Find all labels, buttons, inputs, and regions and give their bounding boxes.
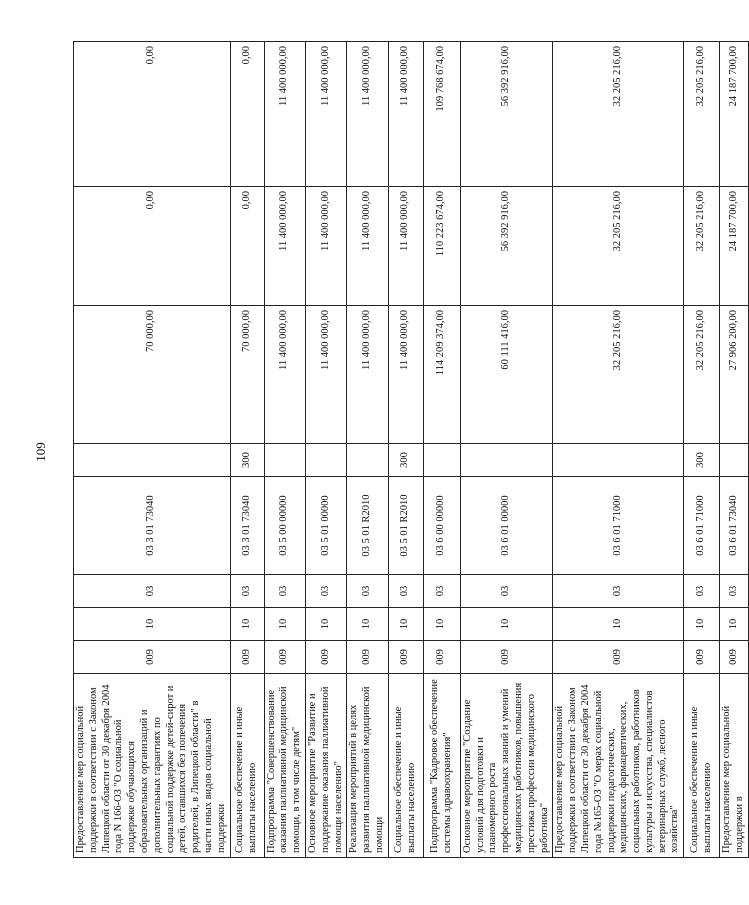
table-row xyxy=(423,42,460,858)
amount-year-3: 56 392 916,00 xyxy=(460,42,553,187)
table-row xyxy=(74,42,231,858)
amount-year-1: 114 209 374,00 xyxy=(423,306,460,444)
amount-year-1: 11 400 000,00 xyxy=(264,306,305,444)
expense-type-code xyxy=(423,444,460,477)
row-name: Подпрограмма "Кадровое обеспечение системы здравоохранения" xyxy=(423,674,460,858)
expense-type-code: 300 xyxy=(684,444,720,477)
subsection-code: 03 xyxy=(553,575,684,608)
row-name: Предоставление мер социальной поддержки в соответствии с Законом Липецкой области от 30 декабря 2004 года №165-ОЗ "О мерах социальной поддержки педагогических, медицинских, фармацевтических, социальных работников, работников культуры и искусства, специалистов ветеринарных служб, лесного хозяйства" xyxy=(553,674,684,858)
table-row xyxy=(230,42,264,858)
subsection-code: 03 xyxy=(423,575,460,608)
target-article-code: 03 6 01 00000 xyxy=(460,477,553,575)
budget-table xyxy=(73,41,749,858)
row-name: Предоставление мер социальной поддержки в соответствии с Законом Липецкой области от 30 декабря 2004 года N 166-ОЗ "О социальной поддержке обучающихся образовательных организаций и дополнительных гарантиях по социальной поддержке детей-сирот и детей, оставшихся без попечения родителей, в Липецкой области" в части иных видов социальной поддержки xyxy=(74,674,231,858)
ministry-code: 009 xyxy=(264,641,305,674)
expense-type-code xyxy=(347,444,388,477)
page-number: 109 xyxy=(33,442,48,462)
ministry-code: 009 xyxy=(553,641,684,674)
section-code: 10 xyxy=(720,608,749,641)
ministry-code: 009 xyxy=(305,641,346,674)
row-name: Основное мероприятие "Создание условий для подготовки и планомерного роста профессиональных знаний и умений медицинских работников, повышения престижа профессии медицинского работника" xyxy=(460,674,553,858)
amount-year-1: 70 000,00 xyxy=(74,306,231,444)
amount-year-3: 32 205 216,00 xyxy=(684,42,720,187)
expense-type-code xyxy=(74,444,231,477)
amount-year-3: 109 768 674,00 xyxy=(423,42,460,187)
ministry-code: 009 xyxy=(423,641,460,674)
table-row xyxy=(684,42,720,858)
target-article-code: 03 6 00 00000 xyxy=(423,477,460,575)
section-code: 10 xyxy=(305,608,346,641)
amount-year-3: 11 400 000,00 xyxy=(388,42,423,187)
row-name: Реализация мероприятий в целях развития паллиативной медицинской помощи xyxy=(347,674,388,858)
section-code: 10 xyxy=(74,608,231,641)
amount-year-1: 11 400 000,00 xyxy=(305,306,346,444)
table-row xyxy=(388,42,423,858)
amount-year-1: 11 400 000,00 xyxy=(388,306,423,444)
subsection-code: 03 xyxy=(684,575,720,608)
amount-year-3: 11 400 000,00 xyxy=(264,42,305,187)
row-name: Основное мероприятие "Развитие и поддержание оказания паллиативной помощи населению" xyxy=(305,674,346,858)
table-row xyxy=(305,42,346,858)
subsection-code: 03 xyxy=(74,575,231,608)
table-row xyxy=(347,42,388,858)
row-name: Социальное обеспечение и иные выплаты населению xyxy=(684,674,720,858)
section-code: 10 xyxy=(264,608,305,641)
amount-year-2: 0,00 xyxy=(230,187,264,306)
target-article-code: 03 5 01 R2010 xyxy=(388,477,423,575)
target-article-code: 03 6 01 71000 xyxy=(684,477,720,575)
ministry-code: 009 xyxy=(684,641,720,674)
section-code: 10 xyxy=(684,608,720,641)
amount-year-1: 32 205 216,00 xyxy=(553,306,684,444)
subsection-code: 03 xyxy=(264,575,305,608)
amount-year-3: 0,00 xyxy=(230,42,264,187)
expense-type-code xyxy=(553,444,684,477)
amount-year-1: 32 205 216,00 xyxy=(684,306,720,444)
target-article-code: 03 3 01 73040 xyxy=(230,477,264,575)
subsection-code: 03 xyxy=(720,575,749,608)
target-article-code: 03 6 01 73040 xyxy=(720,477,749,575)
expense-type-code xyxy=(460,444,553,477)
budget-table-body xyxy=(74,42,749,858)
target-article-code: 03 6 01 71000 xyxy=(553,477,684,575)
amount-year-1: 60 111 416,00 xyxy=(460,306,553,444)
expense-type-code xyxy=(720,444,749,477)
section-code: 10 xyxy=(460,608,553,641)
table-row xyxy=(720,42,749,858)
subsection-code: 03 xyxy=(347,575,388,608)
expense-type-code xyxy=(305,444,346,477)
expense-type-code: 300 xyxy=(230,444,264,477)
section-code: 10 xyxy=(230,608,264,641)
subsection-code: 03 xyxy=(305,575,346,608)
ministry-code: 009 xyxy=(460,641,553,674)
amount-year-3: 32 205 216,00 xyxy=(553,42,684,187)
row-name: Социальное обеспечение и иные выплаты населению xyxy=(388,674,423,858)
ministry-code: 009 xyxy=(388,641,423,674)
amount-year-1: 11 400 000,00 xyxy=(347,306,388,444)
table-row xyxy=(264,42,305,858)
rotated-table-container xyxy=(73,42,746,858)
amount-year-2: 110 223 674,00 xyxy=(423,187,460,306)
ministry-code: 009 xyxy=(720,641,749,674)
amount-year-2: 11 400 000,00 xyxy=(388,187,423,306)
target-article-code: 03 5 01 00000 xyxy=(305,477,346,575)
expense-type-code xyxy=(264,444,305,477)
table-row xyxy=(553,42,684,858)
amount-year-1: 27 906 200,00 xyxy=(720,306,749,444)
table-row xyxy=(460,42,553,858)
target-article-code: 03 3 01 73040 xyxy=(74,477,231,575)
target-article-code: 03 5 00 00000 xyxy=(264,477,305,575)
subsection-code: 03 xyxy=(460,575,553,608)
target-article-code: 03 5 01 R2010 xyxy=(347,477,388,575)
row-name: Социальное обеспечение и иные выплаты населению xyxy=(230,674,264,858)
amount-year-2: 32 205 216,00 xyxy=(684,187,720,306)
amount-year-2: 11 400 000,00 xyxy=(305,187,346,306)
amount-year-3: 11 400 000,00 xyxy=(305,42,346,187)
section-code: 10 xyxy=(553,608,684,641)
subsection-code: 03 xyxy=(388,575,423,608)
amount-year-3: 11 400 000,00 xyxy=(347,42,388,187)
amount-year-2: 11 400 000,00 xyxy=(347,187,388,306)
amount-year-3: 0,00 xyxy=(74,42,231,187)
section-code: 10 xyxy=(347,608,388,641)
amount-year-2: 32 205 216,00 xyxy=(553,187,684,306)
amount-year-2: 24 187 700,00 xyxy=(720,187,749,306)
row-name: Подпрограмма "Совершенствование оказания паллиативной медицинской помощи, в том числе детям" xyxy=(264,674,305,858)
row-name: Предоставление мер социальной поддержки в xyxy=(720,674,749,858)
expense-type-code: 300 xyxy=(388,444,423,477)
amount-year-2: 56 392 916,00 xyxy=(460,187,553,306)
amount-year-2: 11 400 000,00 xyxy=(264,187,305,306)
section-code: 10 xyxy=(388,608,423,641)
ministry-code: 009 xyxy=(230,641,264,674)
amount-year-1: 70 000,00 xyxy=(230,306,264,444)
section-code: 10 xyxy=(423,608,460,641)
subsection-code: 03 xyxy=(230,575,264,608)
amount-year-3: 24 187 700,00 xyxy=(720,42,749,187)
ministry-code: 009 xyxy=(347,641,388,674)
amount-year-2: 0,00 xyxy=(74,187,231,306)
ministry-code: 009 xyxy=(74,641,231,674)
